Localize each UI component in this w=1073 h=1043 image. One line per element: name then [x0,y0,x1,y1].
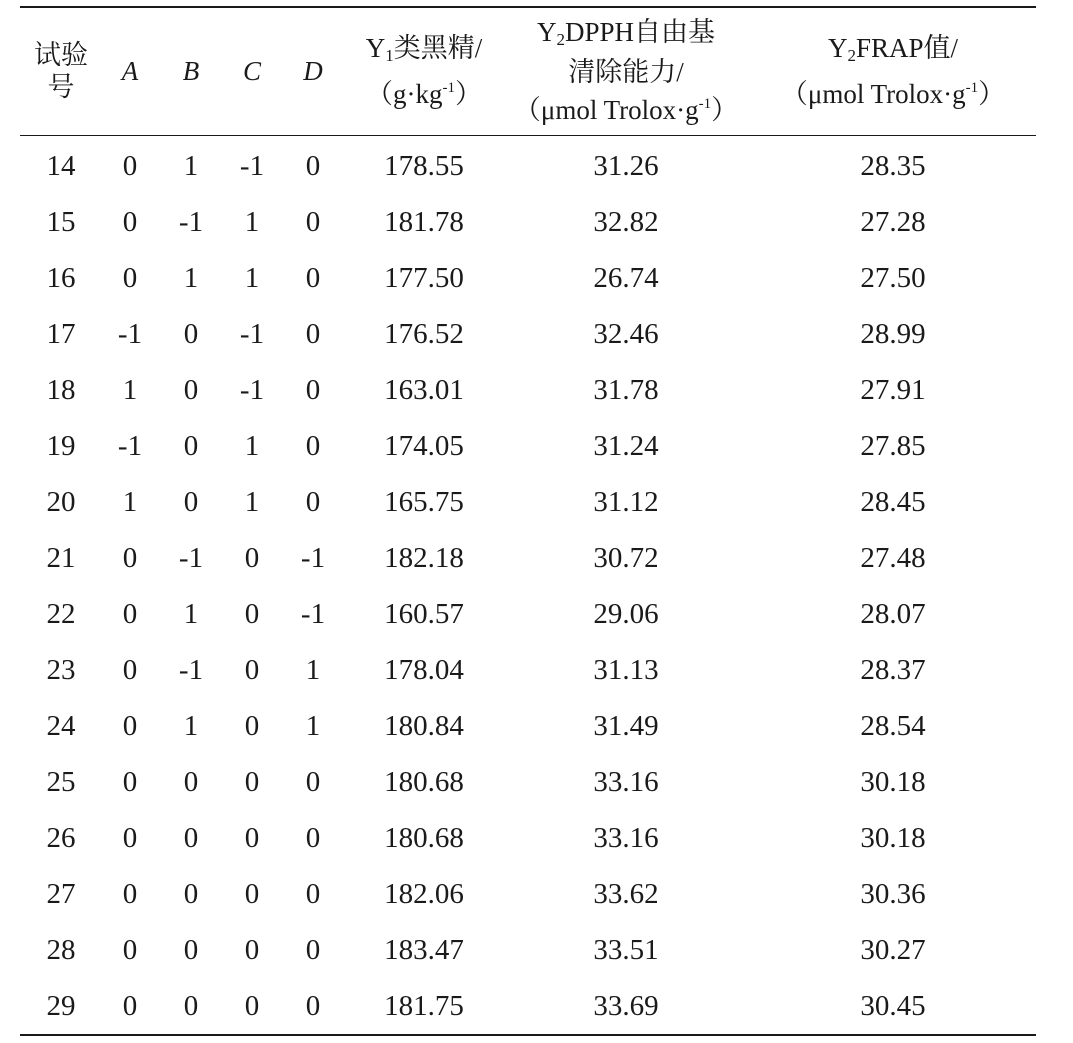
cell-factor-d: 0 [280,978,346,1035]
cell-factor-a: -1 [117,429,143,462]
header-factor-b: B [158,7,224,135]
cell-factor-d: 0 [305,149,321,182]
cell-y1-melanoidin: 180.84 [384,709,464,742]
cell-y2-dpph: 33.51 [593,933,659,966]
header-y2-dpph-unit: （μmol $Trolox\cdot g^{-1}$） [513,95,739,126]
cell-y2-frap: 28.99 [860,317,926,350]
cell-y1-melanoidin: 165.75 [384,485,464,518]
cell-trial-number: 15 [46,205,76,238]
header-y2-dpph-title: $Y_2DPPH$自由基 [536,17,716,50]
header-y2-dpph-title2: 清除能力/ [568,57,684,88]
cell-factor-d: 1 [305,709,321,742]
header-y2-frap [750,7,1036,135]
cell-y1-melanoidin: 178.04 [384,653,464,686]
cell-factor-c: 0 [244,765,260,798]
cell-factor-d: 1 [305,653,321,686]
cell-trial-number: 20 [46,485,76,518]
cell-y2-dpph: 31.24 [593,429,659,462]
cell-factor-b: 1 [183,149,199,182]
cell-factor-b: 1 [183,261,199,294]
cell-trial-number: 24 [46,709,76,742]
cell-factor-a: 0 [102,978,158,1035]
header-trial-line2: 号 [47,72,75,103]
cell-y2-dpph: 32.46 [593,317,659,350]
cell-factor-d: 0 [305,821,321,854]
cell-y2-dpph: 31.49 [593,709,659,742]
cell-y2-frap: 28.37 [860,653,926,686]
table-row [20,978,1036,1035]
header-trial-number [20,7,102,135]
cell-y2-frap: 27.85 [860,429,926,462]
table-header [20,7,1036,135]
cell-factor-c: 0 [224,978,280,1035]
cell-factor-c: 0 [244,653,260,686]
cell-factor-b: 1 [183,597,199,630]
cell-y2-dpph: 29.06 [593,597,659,630]
cell-factor-a: 0 [122,653,138,686]
table-row [20,250,1036,306]
cell-factor-c: -1 [239,317,265,350]
cell-factor-d: 0 [305,485,321,518]
cell-factor-c: 1 [244,261,260,294]
cell-y1-melanoidin: 183.47 [384,933,464,966]
cell-factor-c: 0 [244,933,260,966]
cell-factor-a: 0 [122,709,138,742]
cell-y1-melanoidin: 160.57 [384,597,464,630]
cell-y2-frap: 28.45 [860,485,926,518]
cell-y2-frap: 30.18 [860,765,926,798]
header-row [20,7,1036,135]
header-factor-c: C [224,7,280,135]
cell-factor-c: 0 [244,709,260,742]
cell-factor-d: -1 [300,597,326,630]
table-row [20,135,1036,194]
experiment-results-table [20,6,1036,1036]
cell-y2-dpph: 33.16 [593,821,659,854]
cell-y1-melanoidin: 181.78 [384,205,464,238]
table-row [20,306,1036,362]
cell-y2-dpph: 31.78 [593,373,659,406]
cell-y2-frap: 28.07 [860,597,926,630]
cell-y2-dpph: 30.72 [593,541,659,574]
table-row [20,194,1036,250]
cell-factor-b: -1 [178,205,204,238]
cell-y2-dpph: 33.62 [593,877,659,910]
cell-factor-b: 0 [183,765,199,798]
table-body [20,135,1036,1035]
cell-factor-b: 0 [183,485,199,518]
table-row [20,698,1036,754]
cell-factor-c: 1 [244,205,260,238]
cell-y2-frap: 30.45 [750,978,1036,1035]
table-row [20,754,1036,810]
cell-y2-dpph: 31.13 [593,653,659,686]
cell-factor-d: 0 [305,317,321,350]
cell-factor-d: 0 [305,205,321,238]
cell-y1-melanoidin: 177.50 [384,261,464,294]
table-row [20,418,1036,474]
cell-y1-melanoidin: 178.55 [384,149,464,182]
cell-factor-c: 0 [244,821,260,854]
cell-y2-dpph: 33.16 [593,765,659,798]
table-row [20,586,1036,642]
cell-factor-b: 0 [183,317,199,350]
header-y1-melanoidin [346,7,502,135]
header-y2-frap-unit: （μmol $Trolox\cdot g^{-1}$） [780,79,1006,110]
cell-factor-b: 0 [183,373,199,406]
cell-factor-a: 0 [122,261,138,294]
table-row [20,530,1036,586]
cell-factor-b: 0 [183,933,199,966]
cell-trial-number: 26 [46,821,76,854]
header-y2-dpph [502,7,750,135]
cell-trial-number: 29 [20,978,102,1035]
cell-y1-melanoidin: 182.06 [384,877,464,910]
cell-y2-dpph: 31.26 [593,149,659,182]
cell-y2-dpph: 31.12 [593,485,659,518]
header-trial-line1: 试验 [34,40,88,71]
data-table-container [20,6,1036,1036]
table-row [20,642,1036,698]
table-row [20,474,1036,530]
cell-y2-dpph: 26.74 [593,261,659,294]
cell-factor-a: 1 [122,373,138,406]
cell-factor-d: 0 [305,877,321,910]
cell-factor-a: 0 [122,541,138,574]
cell-y1-melanoidin: 174.05 [384,429,464,462]
cell-factor-a: 0 [122,877,138,910]
cell-factor-b: 1 [183,709,199,742]
header-y1-unit: $(g\cdot kg^{-1})$ [366,79,482,110]
cell-factor-c: 0 [244,597,260,630]
cell-factor-d: 0 [305,933,321,966]
cell-y2-frap: 30.36 [860,877,926,910]
cell-factor-a: 0 [122,205,138,238]
cell-factor-b: 0 [183,877,199,910]
cell-factor-c: 0 [244,541,260,574]
cell-trial-number: 14 [46,149,76,182]
cell-trial-number: 18 [46,373,76,406]
cell-factor-a: 0 [122,765,138,798]
cell-factor-c: -1 [239,149,265,182]
cell-y2-frap: 27.91 [860,373,926,406]
cell-factor-d: 0 [305,429,321,462]
cell-y2-frap: 30.18 [860,821,926,854]
cell-factor-a: 0 [122,821,138,854]
cell-factor-a: 1 [122,485,138,518]
cell-trial-number: 25 [46,765,76,798]
cell-factor-d: -1 [300,541,326,574]
cell-factor-c: 1 [244,429,260,462]
cell-factor-c: 0 [244,877,260,910]
cell-trial-number: 19 [46,429,76,462]
cell-trial-number: 21 [46,541,76,574]
header-y1-title: $Y_1$类黑精/ [365,33,483,66]
cell-y1-melanoidin: 163.01 [384,373,464,406]
header-factor-a: A [102,7,158,135]
cell-y2-dpph: 32.82 [593,205,659,238]
cell-factor-c: -1 [239,373,265,406]
cell-y1-melanoidin: 180.68 [384,821,464,854]
cell-trial-number: 22 [46,597,76,630]
cell-trial-number: 16 [46,261,76,294]
table-row [20,922,1036,978]
cell-y2-frap: 27.50 [860,261,926,294]
cell-y2-frap: 27.28 [860,205,926,238]
cell-y1-melanoidin: 182.18 [384,541,464,574]
cell-factor-a: 0 [122,597,138,630]
cell-factor-b: 0 [158,978,224,1035]
cell-trial-number: 27 [46,877,76,910]
table-row [20,810,1036,866]
cell-factor-c: 1 [244,485,260,518]
cell-factor-d: 0 [305,261,321,294]
cell-trial-number: 28 [46,933,76,966]
cell-y2-dpph: 33.69 [502,978,750,1035]
table-row [20,866,1036,922]
cell-factor-b: -1 [178,653,204,686]
cell-y1-melanoidin: 180.68 [384,765,464,798]
cell-factor-d: 0 [305,373,321,406]
cell-factor-b: 0 [183,429,199,462]
cell-y2-frap: 27.48 [860,541,926,574]
cell-trial-number: 17 [46,317,76,350]
cell-trial-number: 23 [46,653,76,686]
cell-y1-melanoidin: 181.75 [346,978,502,1035]
cell-factor-a: -1 [117,317,143,350]
cell-y2-frap: 28.54 [860,709,926,742]
cell-factor-b: -1 [178,541,204,574]
cell-factor-b: 0 [183,821,199,854]
header-factor-d: D [280,7,346,135]
cell-factor-d: 0 [305,765,321,798]
cell-y2-frap: 28.35 [860,149,926,182]
header-y2-frap-title: $Y_2FRAP$值/ [827,33,959,66]
cell-factor-a: 0 [122,933,138,966]
table-row [20,362,1036,418]
cell-y1-melanoidin: 176.52 [384,317,464,350]
cell-factor-a: 0 [122,149,138,182]
cell-y2-frap: 30.27 [860,933,926,966]
